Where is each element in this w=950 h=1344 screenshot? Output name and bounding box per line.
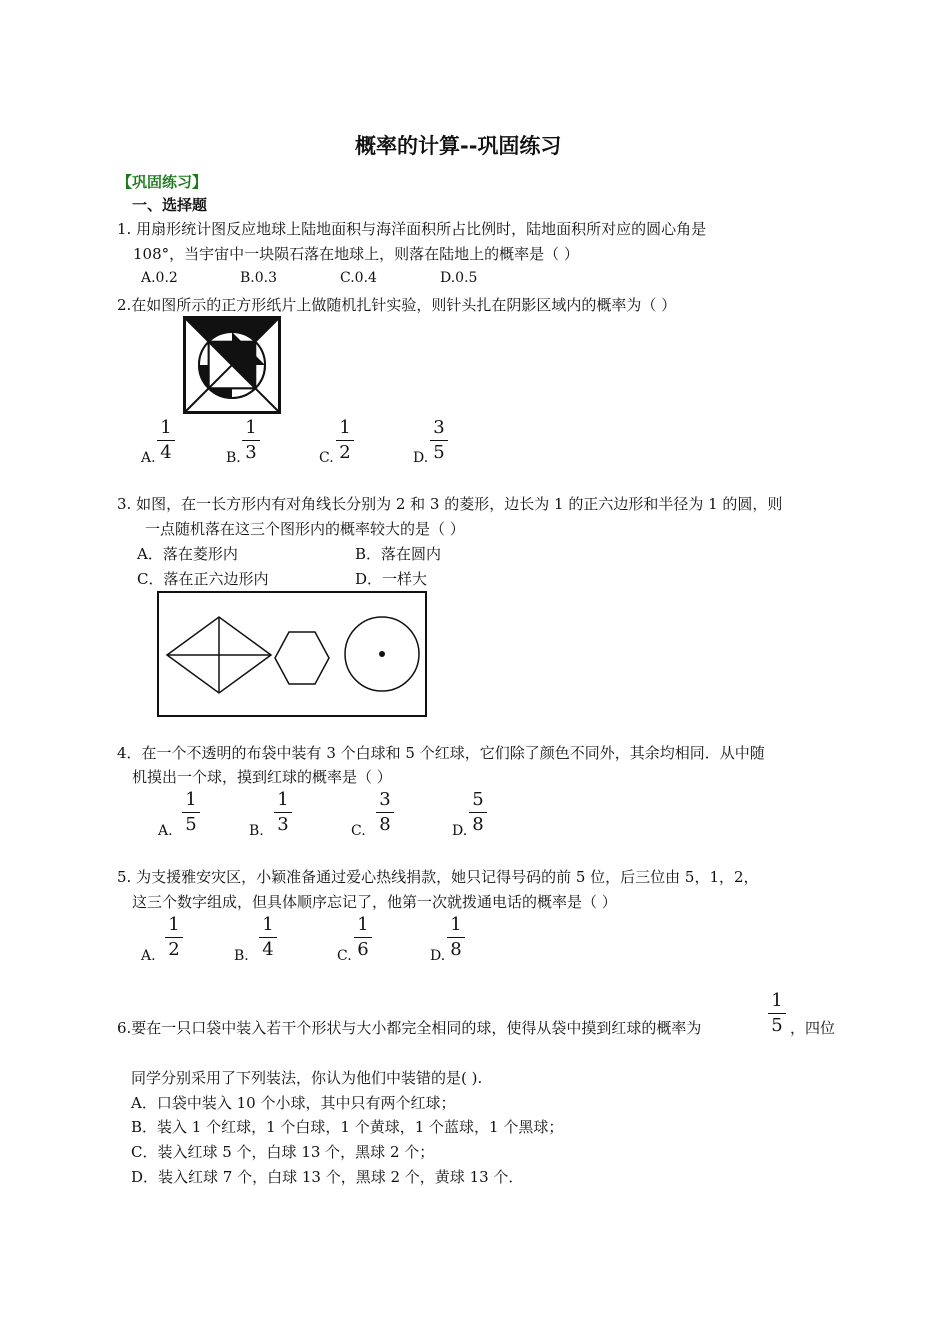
q4-option-d-fraction: 5 8 — [465, 789, 491, 836]
q2-option-d-fraction: 3 5 — [426, 417, 452, 464]
q4-option-b-fraction: 1 3 — [270, 789, 296, 836]
q6-option-d: D．装入红球 7 个，白球 13 个，黑球 2 个，黄球 13 个． — [131, 1168, 524, 1186]
q4-option-d-label: D. — [452, 823, 468, 839]
q4-option-a-fraction: 1 5 — [178, 789, 204, 836]
q5-line2: 这三个数字组成，但具体顺序忘记了，他第一次就拨通电话的概率是（ ） — [132, 893, 617, 911]
q6-line1-tail: ，四位 — [790, 1019, 836, 1037]
q1-line1: 1. 用扇形统计图反应地球上陆地面积与海洋面积所占比例时，陆地面积所对应的圆心角是 — [117, 220, 707, 238]
q5-option-b-label: B. — [234, 948, 249, 964]
q3-option-d: D．一样大 — [355, 570, 428, 588]
q6-line1: 6.要在一只口袋中装入若干个形状与大小都完全相同的球，使得从袋中摸到红球的概率为 — [117, 1019, 702, 1037]
q1-option-a: A.0.2 — [141, 270, 178, 286]
q5-option-a-fraction: 1 2 — [161, 914, 187, 961]
part-heading: 一、选择题 — [132, 196, 208, 214]
q5-option-c-fraction: 1 6 — [350, 914, 376, 961]
q2-option-b-fraction: 1 3 — [238, 417, 264, 464]
q4-option-c-fraction: 3 8 — [372, 789, 398, 836]
q6-option-a: A．口袋中装入 10 个小球，其中只有两个红球； — [131, 1094, 456, 1112]
q3-option-c: C．落在正六边形内 — [137, 570, 269, 588]
q3-option-a: A．落在菱形内 — [137, 545, 238, 563]
q3-line1: 3. 如图，在一长方形内有对角线长分别为 2 和 3 的菱形，边长为 1 的正六边形和半径为 1 的圆，则 — [117, 495, 783, 513]
q5-line1: 5. 为支援雅安灾区，小颖准备通过爱心热线捐款，她只记得号码的前 5 位，后三位由 5，1，2， — [117, 868, 759, 886]
q6-option-c: C．装入红球 5 个，白球 13 个，黑球 2 个； — [131, 1143, 435, 1161]
q4-option-a-label: A. — [158, 823, 173, 839]
q6-fraction: 1 5 — [764, 990, 790, 1037]
q3-line2: 一点随机落在这三个图形内的概率较大的是（ ） — [145, 520, 465, 538]
q3-figure — [157, 591, 427, 717]
q2-option-c-fraction: 1 2 — [332, 417, 358, 464]
q1-option-d: D.0.5 — [440, 270, 478, 286]
q5-option-d-label: D. — [430, 948, 446, 964]
q5-option-d-fraction: 1 8 — [443, 914, 469, 961]
q4-option-c-label: C. — [351, 823, 366, 839]
q1-line2: 108°，当宇宙中一块陨石落在地球上，则落在陆地上的概率是（ ） — [133, 245, 579, 263]
q5-option-c-label: C. — [337, 948, 352, 964]
q1-option-c: C.0.4 — [340, 270, 377, 286]
q2-figure — [183, 316, 281, 414]
page-title: 概率的计算--巩固练习 — [355, 134, 562, 158]
q3-option-b: B．落在圆内 — [355, 545, 442, 563]
q5-option-a-label: A. — [141, 948, 156, 964]
q2-option-a-fraction: 1 4 — [153, 417, 179, 464]
q2-option-c-label: C. — [319, 450, 334, 466]
q1-option-b: B.0.3 — [240, 270, 278, 286]
q4-line2: 机摸出一个球，摸到红球的概率是（ ） — [132, 768, 392, 786]
q4-option-b-label: B. — [249, 823, 264, 839]
q5-option-b-fraction: 1 4 — [255, 914, 281, 961]
q2-option-b-label: B. — [226, 450, 241, 466]
q2-option-a-label: A. — [141, 450, 156, 466]
q2-line1: 2.在如图所示的正方形纸片上做随机扎针实验，则针头扎在阴影区域内的概率为（ ） — [117, 296, 677, 314]
q6-line2: 同学分别采用了下列装法，你认为他们中装错的是( ). — [131, 1069, 483, 1087]
q2-option-d-label: D. — [413, 450, 429, 466]
q4-line1: 4．在一个不透明的布袋中装有 3 个白球和 5 个红球，它们除了颜色不同外，其余均相同．从中随 — [117, 744, 765, 762]
section-label: 【巩固练习】 — [117, 173, 208, 191]
q6-option-b: B．装入 1 个红球，1 个白球，1 个黄球，1 个蓝球，1 个黑球； — [131, 1118, 564, 1136]
